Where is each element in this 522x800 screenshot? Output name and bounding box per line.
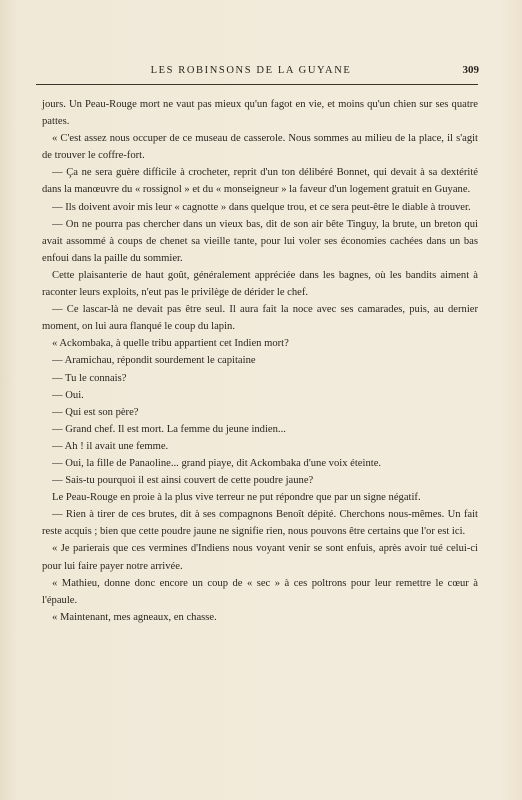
paragraph: — Ah ! il avait une femme.: [52, 440, 169, 452]
paragraph: « Mathieu, donne donc encore un coup de « sec » à ces poltrons pour leur remettre le cœur à l'épaule.: [42, 577, 478, 606]
paragraph: — Rien à tirer de ces brutes, dit à ses compagnons Benoît dépité. Cherchons nous-mêmes. Un fait reste acquis ; bien que cette poudre jaune ne signifie rien, nous pouvons être certains que l'or est ici.: [42, 509, 478, 538]
paragraph: — Ce lascar-là ne devait pas être seul. Il aura fait la noce avec ses camarades, puis, au dernier moment, on lui aura flanqué le coup du lapin.: [42, 304, 478, 333]
paragraph: — Grand chef. Il est mort. La femme du jeune indien...: [52, 423, 286, 435]
paragraph: — Ils doivent avoir mis leur « cagnotte » dans quelque trou, et ce sera peut-être le diable à trouver.: [52, 201, 471, 213]
paragraph: « Maintenant, mes agneaux, en chasse.: [52, 611, 217, 623]
header-rule: [36, 84, 478, 85]
paragraph: — Oui.: [52, 389, 84, 401]
paragraph: — Aramichau, répondit sourdement le capitaine: [52, 355, 256, 367]
running-title: LES ROBINSONS DE LA GUYANE: [150, 65, 352, 76]
paragraph: — Sais-tu pourquoi il est ainsi couvert de cette poudre jaune?: [52, 475, 314, 487]
paragraph: — Oui, la fille de Panaoline... grand piaye, dit Ackombaka d'une voix éteinte.: [52, 457, 382, 469]
paragraph: « Je parierais que ces vermines d'Indiens nous voyant venir se sont enfuis, après avoir tué celui-ci pour lui faire payer notre arrivée.: [42, 543, 478, 572]
paragraph: — Tu le connais?: [52, 372, 127, 384]
paragraph: Le Peau-Rouge en proie à la plus vive terreur ne put répondre que par un signe négatif.: [52, 492, 421, 504]
paragraph: — On ne pourra pas chercher dans un vieux bas, dit de son air bête Tinguy, la brute, un breton qui avait assommé à coups de chenet sa vieille tante, pour lui voler ses économies cachées dans un bas enfoui dans la paille du sommier.: [42, 218, 478, 264]
paragraph: « Ackombaka, à quelle tribu appartient cet Indien mort?: [52, 338, 289, 350]
paragraph: — Qui est son père?: [52, 406, 139, 418]
page-number: 309: [462, 64, 479, 76]
paragraph: jours. Un Peau-Rouge mort ne vaut pas mieux qu'un fagot en vie, et moins qu'un chien sur ses quatre pattes.: [42, 99, 478, 128]
paragraph: « C'est assez nous occuper de ce museau de casserole. Nous sommes au milieu de la place, il s'agit de trouver le coffre-fort.: [42, 133, 478, 162]
body-text: [42, 96, 478, 626]
page-header: [36, 63, 496, 81]
paragraph: — Ça ne sera guère difficile à crocheter, reprit d'un ton délibéré Bonnet, qui devait à sa dextérité dans la manœuvre du « rossignol » et du « monseigneur » la faveur d'un logement gratuit en Guyane.: [42, 167, 478, 196]
paragraph: Cette plaisanterie de haut goût, généralement appréciée dans les bagnes, où les bandits aiment à raconter leurs exploits, n'eut pas le privilège de dérider le chef.: [42, 269, 478, 299]
